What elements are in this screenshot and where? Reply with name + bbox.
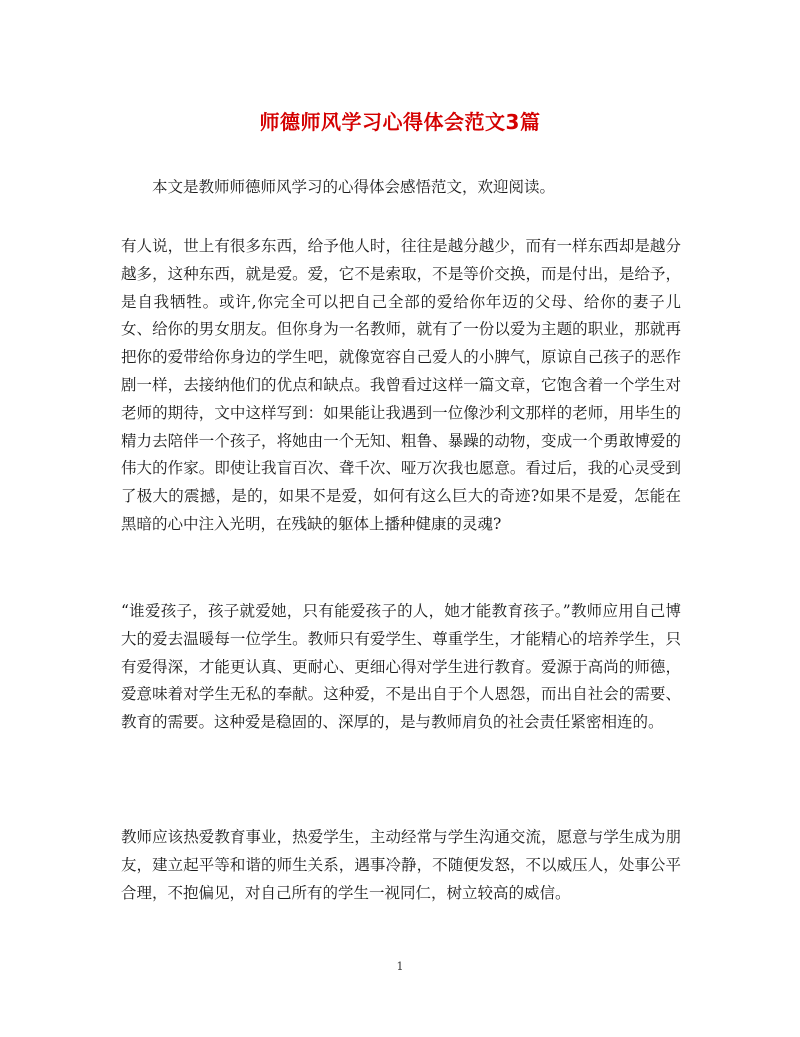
body-paragraph-3: 教师应该热爱教育事业，热爱学生，主动经常与学生沟通交流，愿意与学生成为朋友，建立起平等和谐的师生关系，遇事冷静，不随便发怒，不以威压人，处事公平合理，不抱偏见，对自己所有的学生一视同仁，树立较高的威信。 (121, 828, 681, 902)
intro-paragraph: 本文是教师师德师风学习的心得体会感悟范文，欢迎阅读。 (152, 178, 556, 196)
page-number: 1 (396, 960, 404, 973)
body-paragraph-1: 有人说，世上有很多东西，给予他人时，往往是越分越少，而有一样东西却是越分越多，这种东西，就是爱。爱，它不是索取，不是等价交换，而是付出，是给予，是自我牺牲。或许,你完全可以把自己全部的爱给你年迈的父母、给你的妻子儿女、给你的男女朋友。但你身为一名教师，就有了一份以爱为主题的职业，那就再把你的爱带给你身边的学生吧，就像宽容自己爱人的小脾气，原谅自己孩子的恶作剧一样，去接纳他们的优点和缺点。我曾看过这样一篇文章，它饱含着一个学生对老师的期待，文中这样写到：如果能让我遇到一位像沙利文那样的老师，用毕生的精力去陪伴一个孩子，将她由一个无知、粗鲁、暴躁的动物，变成一个勇敢博爱的伟大的作家。即使让我盲百次、聋千次、哑万次我也愿意。看过后，我的心灵受到了极大的震撼，是的，如果不是爱，如何有这么巨大的奇迹?如果不是爱，怎能在黑暗的心中注入光明，在残缺的躯体上播种健康的灵魂? (121, 237, 681, 533)
document-title: 师德师风学习心得体会范文3篇 (259, 110, 541, 134)
body-paragraph-2: “谁爱孩子，孩子就爱她，只有能爱孩子的人，她才能教育孩子。”教师应用自己博大的爱去温暖每一位学生。教师只有爱学生、尊重学生，才能精心的培养学生，只有爱得深，才能更认真、更耐心、更细心得对学生进行教育。爱源于高尚的师德，爱意味着对学生无私的奉献。这种爱，不是出自于个人恩怨，而出自社会的需要、教育的需要。这种爱是稳固的、深厚的，是与教师肩负的社会责任紧密相连的。 (121, 602, 681, 732)
